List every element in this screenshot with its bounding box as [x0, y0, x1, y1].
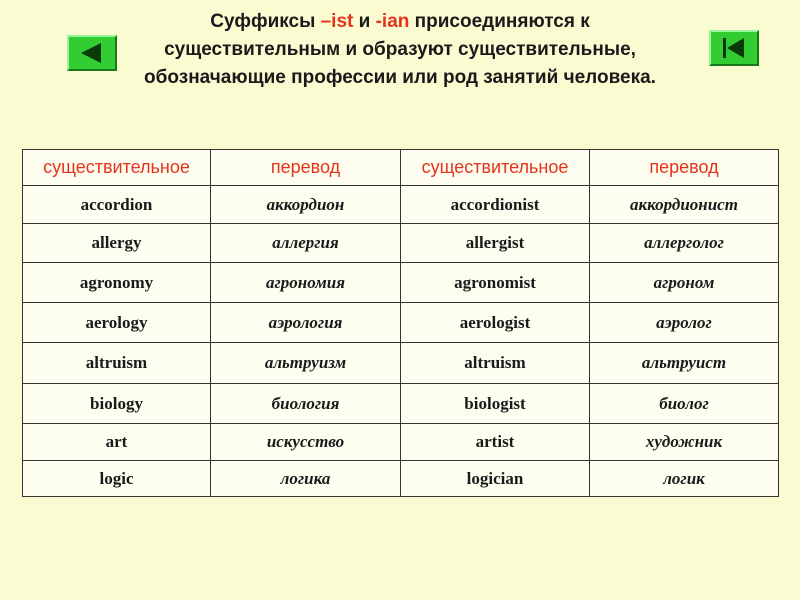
- derived-translation-cell: альтруист: [590, 343, 779, 384]
- noun-cell: allergy: [23, 224, 211, 263]
- noun-cell: aerology: [23, 303, 211, 343]
- translation-cell: искусство: [211, 424, 401, 461]
- table-row: [23, 186, 779, 224]
- table-row: [23, 303, 779, 343]
- table-row: [23, 224, 779, 263]
- noun-cell: biology: [23, 384, 211, 424]
- header-translation: перевод: [211, 150, 401, 186]
- header-row: [23, 150, 779, 186]
- previous-slide-button[interactable]: [67, 35, 117, 71]
- derived-noun-cell: allergist: [401, 224, 590, 263]
- table-row: [23, 384, 779, 424]
- title-text-2: и: [353, 11, 376, 32]
- table-row: [23, 263, 779, 303]
- noun-cell: altruism: [23, 343, 211, 384]
- title-text-1: Суффиксы: [210, 11, 321, 32]
- derived-noun-cell: accordionist: [401, 186, 590, 224]
- first-slide-button[interactable]: [709, 30, 759, 66]
- title-text-3: присоединяются к существительным и образуют существительные, обозначающие профессии или род занятий человека.: [144, 11, 656, 88]
- derived-translation-cell: аллерголог: [590, 224, 779, 263]
- derived-noun-cell: artist: [401, 424, 590, 461]
- noun-cell: agronomy: [23, 263, 211, 303]
- table-row: [23, 424, 779, 461]
- suffix-ian: -ian: [375, 11, 410, 32]
- header-noun: существительное: [23, 150, 211, 186]
- translation-cell: аллергия: [211, 224, 401, 263]
- noun-cell: accordion: [23, 186, 211, 224]
- table-row: [23, 343, 779, 384]
- skip-to-start-icon: [711, 32, 757, 64]
- derived-translation-cell: аккордионист: [590, 186, 779, 224]
- derived-translation-cell: агроном: [590, 263, 779, 303]
- translation-cell: агрономия: [211, 263, 401, 303]
- translation-cell: аэрология: [211, 303, 401, 343]
- translation-cell: биология: [211, 384, 401, 424]
- header-noun-derived: существительное: [401, 150, 590, 186]
- translation-cell: альтруизм: [211, 343, 401, 384]
- table-row: [23, 461, 779, 497]
- derived-noun-cell: biologist: [401, 384, 590, 424]
- translation-cell: аккордион: [211, 186, 401, 224]
- derived-noun-cell: logician: [401, 461, 590, 497]
- page-title: [130, 8, 670, 92]
- vocabulary-table: [22, 149, 779, 497]
- derived-translation-cell: аэролог: [590, 303, 779, 343]
- derived-translation-cell: логик: [590, 461, 779, 497]
- derived-translation-cell: биолог: [590, 384, 779, 424]
- triangle-left-icon: [69, 37, 115, 69]
- header-translation-derived: перевод: [590, 150, 779, 186]
- suffix-ist: –ist: [320, 11, 354, 32]
- noun-cell: art: [23, 424, 211, 461]
- derived-noun-cell: aerologist: [401, 303, 590, 343]
- derived-translation-cell: художник: [590, 424, 779, 461]
- translation-cell: логика: [211, 461, 401, 497]
- derived-noun-cell: agronomist: [401, 263, 590, 303]
- derived-noun-cell: altruism: [401, 343, 590, 384]
- noun-cell: logic: [23, 461, 211, 497]
